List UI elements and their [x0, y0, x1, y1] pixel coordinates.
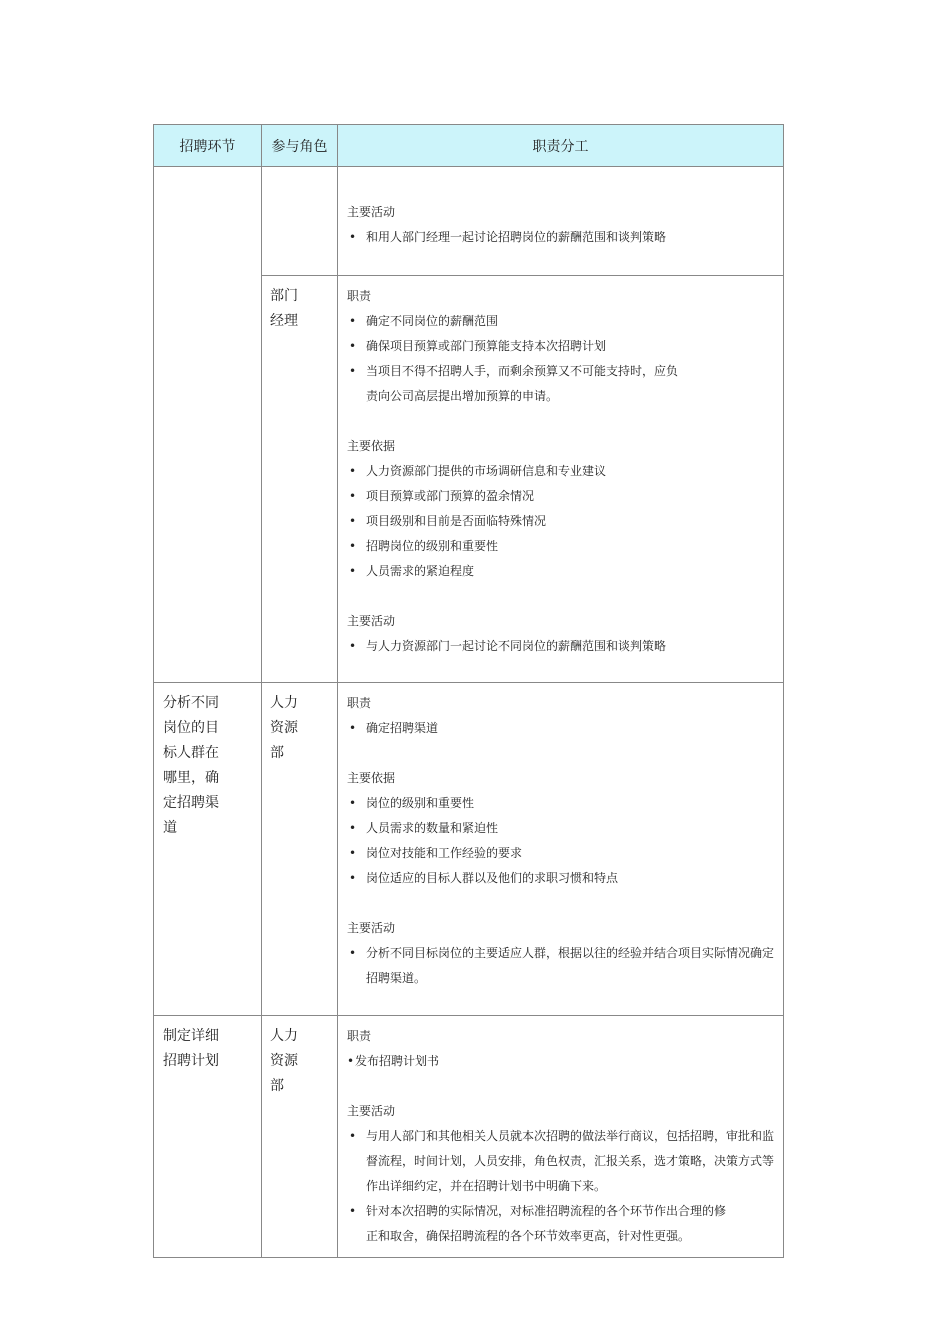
table-row: [154, 1016, 784, 1258]
section-title: 主要活动: [347, 1104, 396, 1118]
list-item: • 确定不同岗位的薪酬范围: [349, 314, 499, 328]
role-cell: [262, 167, 338, 276]
list-item: • 人力资源部门提供的市场调研信息和专业建议: [349, 464, 607, 478]
section-title: 职责: [347, 289, 372, 303]
section-title: 主要活动: [347, 205, 396, 219]
bullet-list: [347, 1049, 775, 1074]
list-item: • 人员需求的紧迫程度: [349, 564, 475, 578]
bullet-list: [347, 225, 775, 250]
header-duty: 职责分工: [338, 125, 784, 167]
duty-cell: [338, 1016, 784, 1258]
list-item: • 项目级别和目前是否面临特殊情况: [349, 514, 547, 528]
section-title: 主要活动: [347, 614, 396, 628]
list-item: • 岗位对技能和工作经验的要求: [349, 846, 523, 860]
section-title: 职责: [347, 1029, 372, 1043]
list-item: • 与用人部门和其他相关人员就本次招聘的做法举行商议，包括招聘，审批和监督流程，时间计划，人员安排，角色权责，汇报关系，选才策略，决策方式等作出详细约定，并在招聘计划书中明确下来。: [349, 1129, 775, 1193]
stage-cell: [154, 167, 262, 683]
list-item: • 分析不同目标岗位的主要适应人群，根据以往的经验并结合项目实际情况确定招聘渠道。: [349, 946, 775, 985]
list-item: • 确定招聘渠道: [349, 721, 439, 735]
role-cell: 人力 资源 部: [262, 1016, 338, 1258]
section-title: 主要依据: [347, 439, 396, 453]
duty-cell: [338, 276, 784, 683]
stage-cell: 分析不同 岗位的目 标人群在 哪里，确 定招聘渠 道: [154, 683, 262, 1016]
duty-cell: [338, 167, 784, 276]
bullet-list: [347, 941, 775, 991]
list-item: • 岗位的级别和重要性: [349, 796, 475, 810]
section-title: 主要依据: [347, 771, 396, 785]
bullet-list: [347, 716, 775, 741]
list-item: • 与人力资源部门一起讨论不同岗位的薪酬范围和谈判策略: [349, 639, 667, 653]
role-cell: 人力 资源 部: [262, 683, 338, 1016]
header-row: [154, 125, 784, 167]
bullet-list: [347, 1124, 775, 1249]
section-title: 职责: [347, 696, 372, 710]
list-item: • 当项目不得不招聘人手，而剩余预算又不可能支持时，应负责向公司高层提出增加预算的申请。: [349, 364, 679, 403]
list-item: • 招聘岗位的级别和重要性: [349, 539, 499, 553]
list-item: • 发布招聘计划书: [347, 1054, 440, 1068]
stage-cell: 制定详细 招聘计划: [154, 1016, 262, 1258]
list-item: • 岗位适应的目标人群以及他们的求职习惯和特点: [349, 871, 619, 885]
duty-cell: [338, 683, 784, 1016]
role-cell: 部门 经理: [262, 276, 338, 683]
table-row: [154, 167, 784, 276]
list-item: • 和用人部门经理一起讨论招聘岗位的薪酬范围和谈判策略: [349, 230, 667, 244]
header-stage: 招聘环节: [154, 125, 262, 167]
table-row: [154, 683, 784, 1016]
list-item: • 针对本次招聘的实际情况，对标准招聘流程的各个环节作出合理的修正和取舍，确保招聘流程的各个环节效率更高，针对性更强。: [349, 1204, 727, 1243]
list-item: • 项目预算或部门预算的盈余情况: [349, 489, 535, 503]
bullet-list: [347, 459, 775, 584]
header-role: 参与角色: [262, 125, 338, 167]
bullet-list: [347, 309, 775, 409]
list-item: • 确保项目预算或部门预算能支持本次招聘计划: [349, 339, 607, 353]
bullet-list: [347, 634, 775, 659]
list-item: • 人员需求的数量和紧迫性: [349, 821, 499, 835]
bullet-list: [347, 791, 775, 891]
section-title: 主要活动: [347, 921, 396, 935]
recruitment-duty-table: [153, 124, 784, 1258]
